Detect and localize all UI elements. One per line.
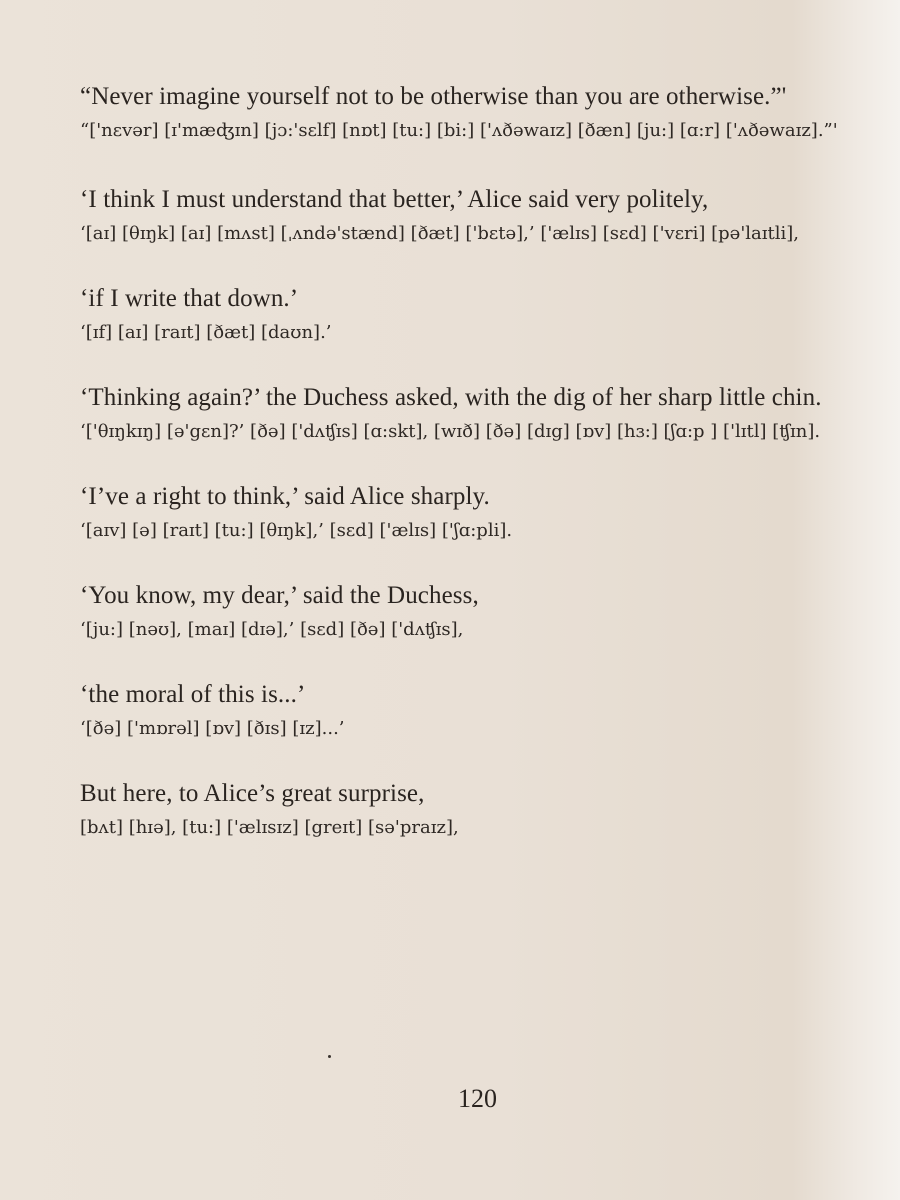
text-block [80,78,870,874]
phonetic-line: ‘[aɪv] [ə] [raɪt] [tu:] [θɪŋk],’ [sɛd] ['ælɪs] ['ʃɑ:pli]. [80,520,513,541]
phonetic-line: ‘[ju:] [nəʊ], [maɪ] [dɪə],’ [sɛd] [ðə] ['dʌʧɪs], [80,619,464,640]
phonetic-line: ‘[aɪ] [θɪŋk] [aɪ] [mʌst] [ˌʌndə'stænd] [ðæt] ['bɛtə],’ ['ælɪs] [sɛd] ['vɛri] [pə'laɪtli], [80,223,800,244]
english-line: ‘Thinking again?’ the Duchess asked, with the dig of her sharp little chin. [80,384,822,411]
paragraph-4 [80,379,870,448]
english-line: ‘I’ve a right to think,’ said Alice sharply. [80,483,490,510]
phonetic-line: [bʌt] [hɪə], [tu:] ['ælɪsɪz] [greɪt] [sə'praɪz], [80,817,459,838]
paragraph-1 [80,78,870,147]
phonetic-line: ‘['θɪŋkɪŋ] [ə'gɛn]?’ [ðə] ['dʌʧɪs] [ɑ:skt], [wɪð] [ðə] [dɪg] [ɒv] [hɜ:] [ʃɑ:p ] ['lɪtl] [ʧɪn]. [80,421,821,442]
paragraph-2 [80,181,870,250]
paragraph-5 [80,478,870,547]
paragraph-6 [80,577,870,646]
paragraph-7 [80,676,870,745]
ink-dot [328,1055,331,1058]
page-number: 120 [458,1084,497,1113]
english-line: ‘if I write that down.’ [80,285,299,312]
paragraph-8 [80,775,870,844]
paragraph-3 [80,280,870,349]
phonetic-line: “['nɛvər] [ɪ'mæʤɪn] [jɔ:'sɛlf] [nɒt] [tu:] [bi:] ['ʌðəwaɪz] [ðæn] [ju:] [ɑ:r] ['ʌðəwaɪz].”' [80,120,838,141]
english-line: “Never imagine yourself not to be otherwise than you are otherwise.”' [80,83,787,110]
english-line: ‘You know, my dear,’ said the Duchess, [80,582,479,609]
phonetic-line: ‘[ðə] ['mɒrəl] [ɒv] [ðɪs] [ɪz]...’ [80,718,345,739]
english-line: But here, to Alice’s great surprise, [80,780,425,807]
english-line: ‘the moral of this is...’ [80,681,306,708]
phonetic-line: ‘[ɪf] [aɪ] [raɪt] [ðæt] [daʊn].’ [80,322,332,343]
english-line: ‘I think I must understand that better,’ Alice said very politely, [80,186,709,213]
